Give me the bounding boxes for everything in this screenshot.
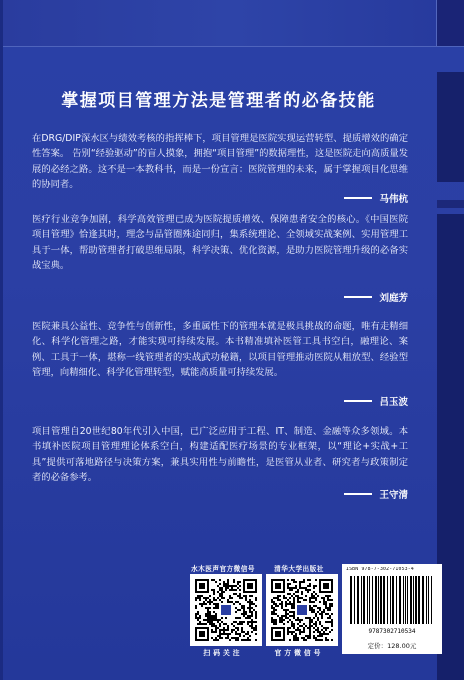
isbn-barcode [342,564,442,654]
decor-band-top [437,0,464,46]
endorsement-author [344,191,408,205]
dash-icon [344,197,372,199]
isbn-number: ISBN 978-7-302-71053-4 [346,567,414,572]
qr-code-publisher[interactable] [266,574,338,646]
dash-icon [344,296,372,298]
qr-caption: 官方微信号 [274,649,324,657]
author-name: 吕玉波 [379,397,408,408]
dash-icon [344,400,372,402]
price: 定价：128.00元 [367,642,417,650]
author-name: 王守清 [379,490,408,501]
barcode-digits: 9787302710534 [368,628,416,635]
decor-band-thin [437,200,464,208]
endorsement-author [344,394,408,408]
qr-code-icon [271,579,333,641]
endorsement-author [344,290,408,304]
endorsement-text: 医院兼具公益性、竞争性与创新性，多重属性下的管理本就是极具挑战的命题，唯有走精细化、科学化管理之路，才能实现可持续发展。本书精准填补医管工具书空白，融理论、案例、工具于一体，堪称一线管理者的实战武功秘籍，以项目管理推动医院从粗放型、经验型管理，向精细化、科学化管理转型，赋能高质量可持续发展。 [32,321,408,379]
top-strip [0,0,464,46]
headline: 掌握项目管理方法是管理者的必备技能 [61,91,376,111]
dash-icon [344,493,372,495]
endorsement-text: 医疗行业竞争加剧，科学高效管理已成为医院提质增效、保障患者安全的核心。《中国医院项目管理》恰逢其时，理念与品管圈殊途同归，集系统理论、全领域实战案例、实用管理工具于一体，帮助管理者打破思维局限，科学决策、优化资源，是助力医院管理升级的必备实战宝典。 [32,214,408,272]
author-name: 刘庭芳 [379,293,408,304]
endorsement-author [344,487,408,501]
qr-code-icon [195,579,257,641]
endorsement-text: 项目管理自20世纪80年代引入中国，已广泛应用于工程、IT、制造、金融等众多领域。本书填补医院项目管理理论体系空白，构建适配医疗场景的专业框架，以“理论+实战+工具”提供可落地路径与决策方案，兼具实用性与前瞻性，是医管从业者、研究者与政策制定者的必备参考。 [32,426,408,484]
qr-label: 清华大学出版社 [274,565,324,573]
author-name: 马伟杭 [379,194,408,205]
qr-caption: 扫码关注 [203,649,243,657]
qr-code-wechat[interactable] [190,574,262,646]
endorsement-text: 在DRG/DIP深水区与绩效考核的指挥棒下，项目管理是医院实现运营转型、提质增效的确定性答案。 告别“经验驱动”的盲人摸象，拥抱“项目管理”的数据理性，这是医院走向高质量发展的必经之路。这不是一本教科书，而是一份宣言：医院管理的未来，属于掌握项目化思维的协同者。 [32,133,408,191]
qr-label: 水木医声官方微信号 [191,565,255,573]
decor-band-upper [437,72,464,182]
barcode-icon [348,576,436,636]
top-divider [0,46,464,47]
